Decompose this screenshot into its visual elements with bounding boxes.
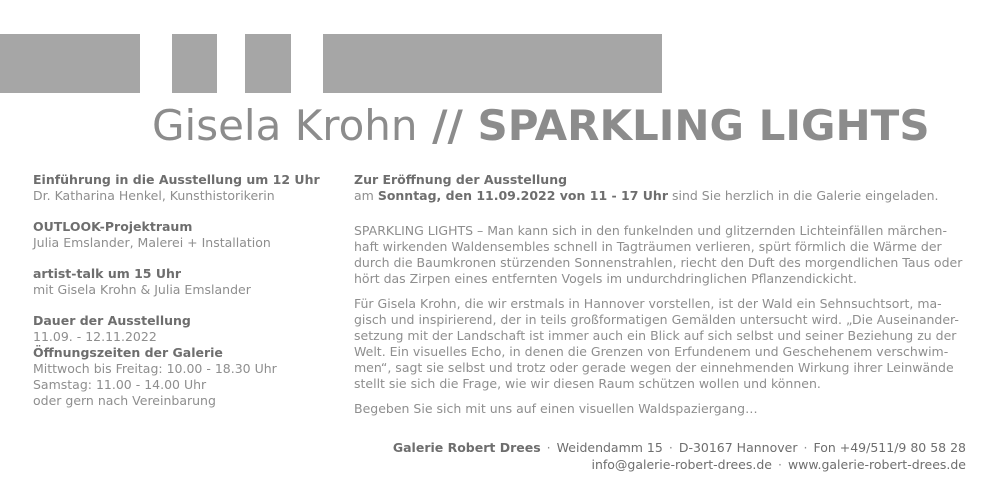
opening-heading: Zur Eröffnung der Ausstellung (354, 172, 568, 187)
gallery-website-link[interactable]: www.galerie-robert-drees.de (787, 457, 966, 472)
intro-heading: Einführung in die Ausstellung um 12 Uhr (33, 172, 320, 187)
talk-text: mit Gisela Krohn & Julia Emslander (33, 282, 251, 297)
outlook-heading: OUTLOOK-Projektraum (33, 219, 193, 234)
intro-text: Dr. Katharina Henkel, Kunsthistorikerin (33, 188, 275, 203)
description-column (354, 172, 966, 417)
talk-block (33, 266, 333, 298)
decorative-bar-1 (0, 34, 140, 93)
opening-invitation (354, 188, 966, 204)
paragraph-1-line-1: SPARKLING LIGHTS – Man kann sich in den funkelnden und glitzernden Lichteinfällen märchen- (354, 223, 947, 238)
duration-heading: Dauer der Ausstellung (33, 313, 191, 328)
contact-line-1 (393, 439, 966, 456)
duration-text: 11.09. - 12.11.2022 (33, 329, 157, 344)
intro-block (33, 172, 333, 204)
paragraph-1-line-3: durch die Baumkronen stürzenden Sonnenstrahlen, riecht den Duft des morgendlichen Taus oder (354, 255, 963, 270)
opening-date: Sonntag, den 11.09.2022 von 11 - 17 Uhr (377, 188, 668, 203)
outlook-text: Julia Emslander, Malerei + Installation (33, 235, 271, 250)
separator-dot: · (777, 457, 782, 472)
hours-weekday: Mittwoch bis Freitag: 10.00 - 18.30 Uhr (33, 361, 277, 376)
duration-block (33, 313, 333, 409)
gallery-city: D-30167 Hannover (678, 440, 798, 455)
contact-line-2 (393, 456, 966, 473)
decorative-bar-4 (323, 34, 662, 93)
hours-saturday: Samstag: 11.00 - 14.00 Uhr (33, 377, 207, 392)
separator-dot: · (546, 440, 551, 455)
decorative-bar-3 (245, 34, 291, 93)
gallery-street: Weidendamm 15 (556, 440, 663, 455)
paragraph-2-line-6: stellt sie sich die Frage, wie wir diesen Raum schützen wollen und können. (354, 376, 821, 391)
artist-name: Gisela Krohn (152, 101, 418, 150)
paragraph-2-line-4: Welt. Ein visuelles Echo, in denen die Grenzen von Erfundenem und Geschehenem verschwim- (354, 344, 949, 359)
info-column (33, 172, 333, 424)
paragraph-2-line-1: Für Gisela Krohn, die wir erstmals in Hannover vorstellen, ist der Wald ein Sehnsuchtsort, ma- (354, 296, 942, 311)
paragraph-1 (354, 223, 966, 287)
paragraph-1-line-2: haft wirkenden Waldensembles schnell in Tagträumen verlieren, spürt förmlich die Wärme der (354, 239, 942, 254)
paragraph-3: Begeben Sie sich mit uns auf einen visuellen Waldspaziergang… (354, 401, 758, 416)
exhibition-title (152, 98, 930, 154)
gallery-phone: Fon +49/511/9 80 58 28 (813, 440, 966, 455)
paragraph-2 (354, 296, 966, 392)
hours-heading: Öffnungszeiten der Galerie (33, 345, 223, 360)
separator-dot: · (668, 440, 673, 455)
talk-heading: artist-talk um 15 Uhr (33, 266, 182, 281)
hours-other: oder gern nach Vereinbarung (33, 393, 216, 408)
paragraph-2-line-3: setzung mit der Landschaft ist immer auch ein Blick auf sich selbst und seiner Beziehung zu der (354, 328, 957, 343)
paragraph-2-line-2: gisch und inspirierend, der in teils großformatigen Gemälden untersucht wird. „Die Auseinander- (354, 312, 959, 327)
gallery-name: Galerie Robert Drees (392, 440, 541, 455)
outlook-block (33, 219, 333, 251)
separator-dot: · (803, 440, 808, 455)
paragraph-1-line-4: hört das Zirpen eines entfernten Vogels im undurchdringlichen Pflanzendickicht. (354, 271, 857, 286)
exhibition-name: SPARKLING LIGHTS (477, 101, 930, 150)
opening-am: am (354, 188, 378, 203)
opening-rest: sind Sie herzlich in die Galerie eingeladen. (668, 188, 939, 203)
gallery-contact (393, 439, 966, 473)
title-separator: // (432, 101, 463, 150)
decorative-bar-2 (172, 34, 217, 93)
gallery-email-link[interactable]: info@galerie-robert-drees.de (591, 457, 772, 472)
paragraph-2-line-5: men“, sagt sie selbst und trotz oder gerade wegen der einnehmenden Wirkung ihrer Leinwände (354, 360, 954, 375)
